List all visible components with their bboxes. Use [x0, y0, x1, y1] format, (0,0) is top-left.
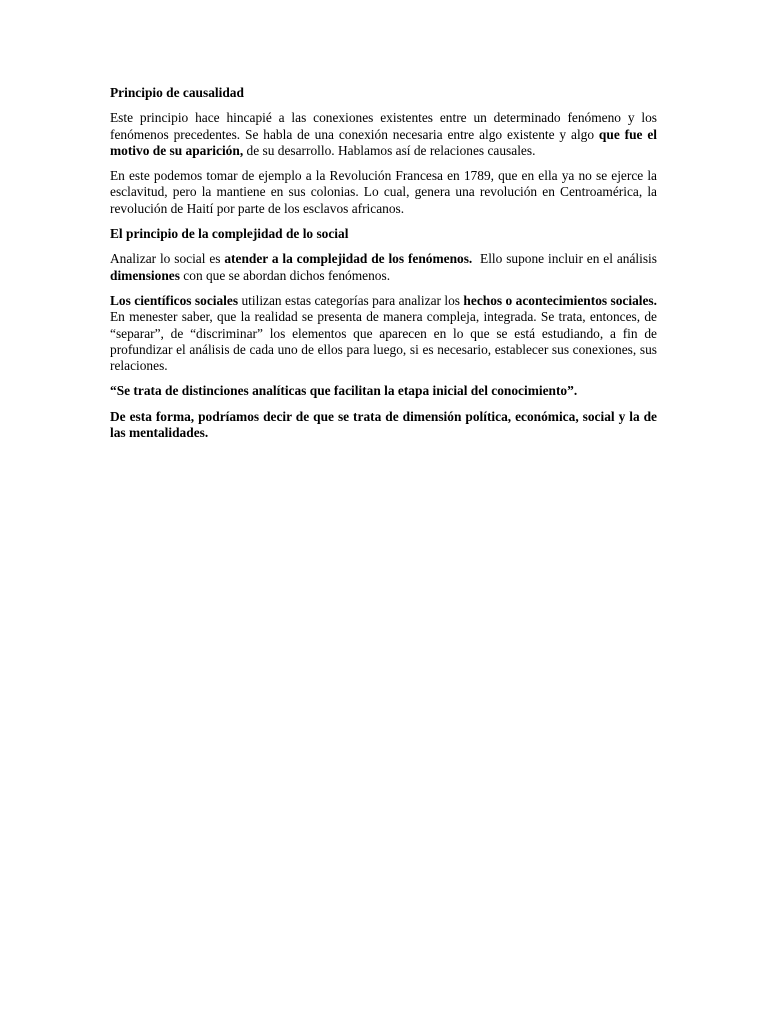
heading-principio-causalidad: Principio de causalidad — [110, 85, 244, 100]
heading-principio-complejidad: El principio de la complejidad de lo social — [110, 226, 349, 242]
bold-text-span: De esta forma, podríamos decir de que se trata de dimensión política, económica, social y la de las mentalidades. — [110, 408, 657, 441]
text-span: Este principio hace hincapié a las conexiones existentes entre un determinado fenómeno y los fenómenos precedentes. Se habla de una conexión necesaria entre algo existente y algo — [110, 110, 657, 142]
bold-text-span: dimensiones — [110, 267, 180, 283]
bold-text-span: atender a la complejidad de los fenómenos. — [224, 251, 473, 267]
text-span: Analizar lo social es — [110, 251, 225, 267]
bold-text-span: hechos o acontecimientos sociales. — [463, 292, 657, 308]
bold-text-span: “Se trata de distinciones analíticas que facilitan la etapa inicial del conocimiento”. — [110, 383, 578, 399]
paragraph-conclusion — [110, 409, 657, 442]
paragraph-causalidad-ejemplo: En este podemos tomar de ejemplo a la Revolución Francesa en 1789, que en ella ya no se ejerce la esclavitud, pero la mantiene en sus colonias. Lo cual, genera una revolución en Centroamérica, la revolución de Haití por parte de los esclavos africanos. — [110, 168, 657, 216]
text-span: utilizan estas categorías para analizar los — [238, 292, 464, 308]
text-span: con que se abordan dichos fenómenos. — [179, 267, 391, 283]
text-span: de su desarrollo. Hablamos así de relaciones causales. — [243, 142, 536, 158]
text-span: Ello supone incluir en el análisis — [472, 251, 661, 267]
paragraph-complejidad-definicion — [110, 251, 661, 284]
text-span: En menester saber, que la realidad se presenta de manera compleja, integrada. Se trata, entonces, de “separar”, de “discriminar” los elementos que aparecen en lo que se está estudiando, a fin de profundizar el análisis de cada uno de ellos para luego, si es necesario, establecer sus conexiones, sus relaciones. — [110, 309, 657, 374]
paragraph-cientificos-sociales — [110, 293, 657, 374]
bold-text-span: Los científicos sociales — [110, 292, 239, 308]
quote-distinciones-analiticas — [110, 383, 657, 399]
bold-text-span: que fue el motivo de su aparición, — [110, 126, 657, 158]
paragraph-causalidad-definicion — [110, 110, 657, 159]
document-page — [110, 85, 661, 450]
